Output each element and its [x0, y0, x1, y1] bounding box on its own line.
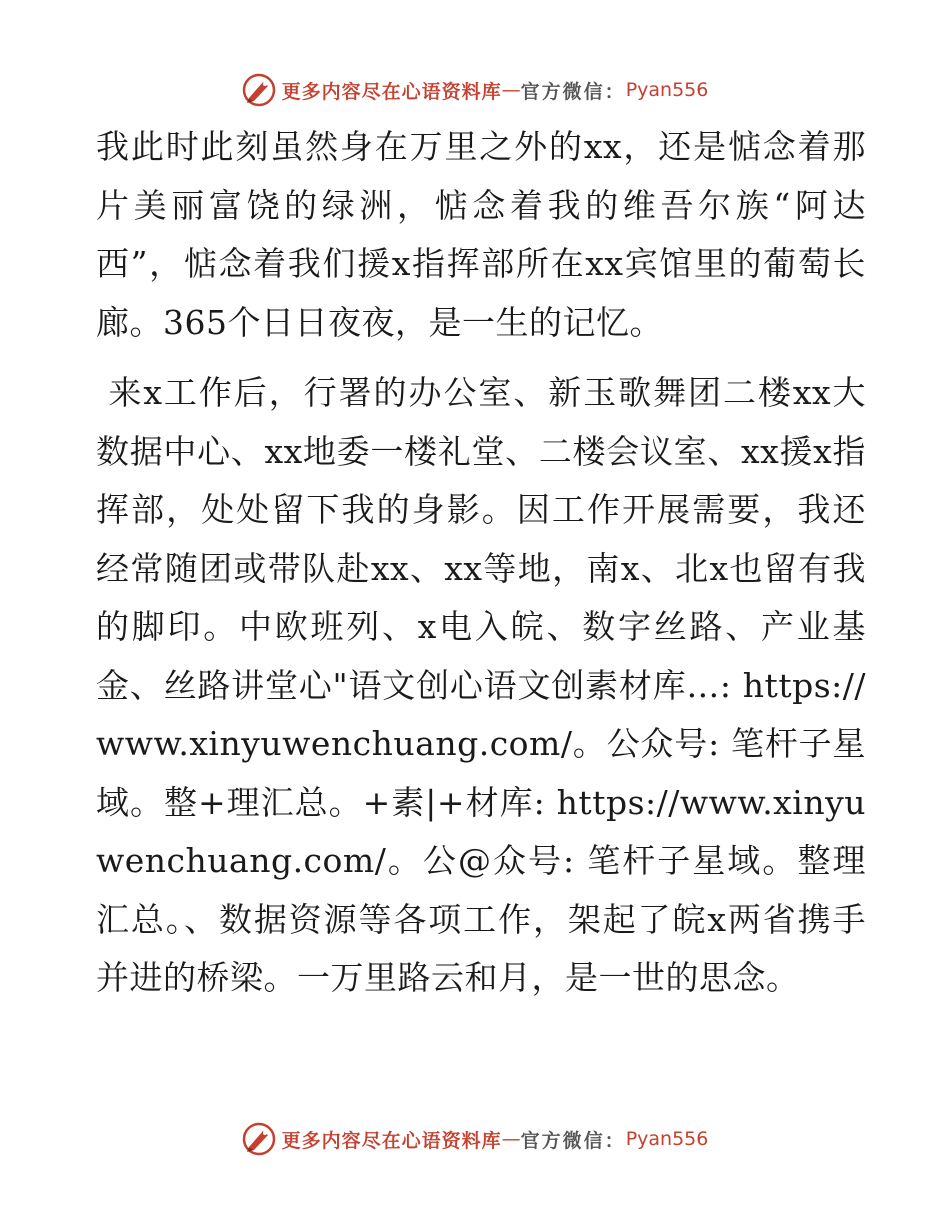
banner-wechat-id: Pyan556	[625, 79, 709, 101]
pen-logo-icon	[242, 73, 276, 107]
banner-wechat-label: 官方微信：	[520, 80, 626, 103]
footer-banner	[0, 1119, 950, 1159]
banner-separator: —	[501, 79, 521, 101]
pen-logo-icon	[242, 1122, 276, 1156]
banner-main-text: 更多内容尽在心语资料库	[281, 80, 502, 103]
paragraph-2: 来x工作后，行署的办公室、新玉歌舞团二楼xx大数据中心、xx地委一楼礼堂、二楼会议室、xx援x指挥部，处处留下我的身影。因工作开展需要，我还经常随团或带队赴xx、xx等地，南x、北x也留有我的脚印。中欧班列、x电入皖、数字丝路、产业基金、丝路讲堂心"语文创心语文创素材库…: https://www.xinyuwenchuang.com/。公众号: 笔杆子星域。整+理汇总。+素|+材库: https://www.xinyuwenchuang.com/。公@众号: 笔杆子星域。整理汇总。、数据资源等各项工作，架起了皖x两省携手并进的桥梁。一万里路云和月，是一世的思念。	[96, 373, 866, 997]
banner-wechat-label: 官方微信：	[520, 1129, 626, 1152]
document-body	[96, 118, 866, 1008]
paragraph-1: 我此时此刻虽然身在万里之外的xx，还是惦念着那片美丽富饶的绿洲，惦念着我的维吾尔族“阿达西”，惦念着我们援x指挥部所在xx宾馆里的葡萄长廊。365个日日夜夜，是一生的记忆。	[96, 127, 866, 342]
banner-separator: —	[501, 1128, 521, 1150]
banner-wechat-id: Pyan556	[625, 1128, 709, 1150]
banner-main-text: 更多内容尽在心语资料库	[281, 1129, 502, 1152]
header-banner	[0, 70, 950, 110]
